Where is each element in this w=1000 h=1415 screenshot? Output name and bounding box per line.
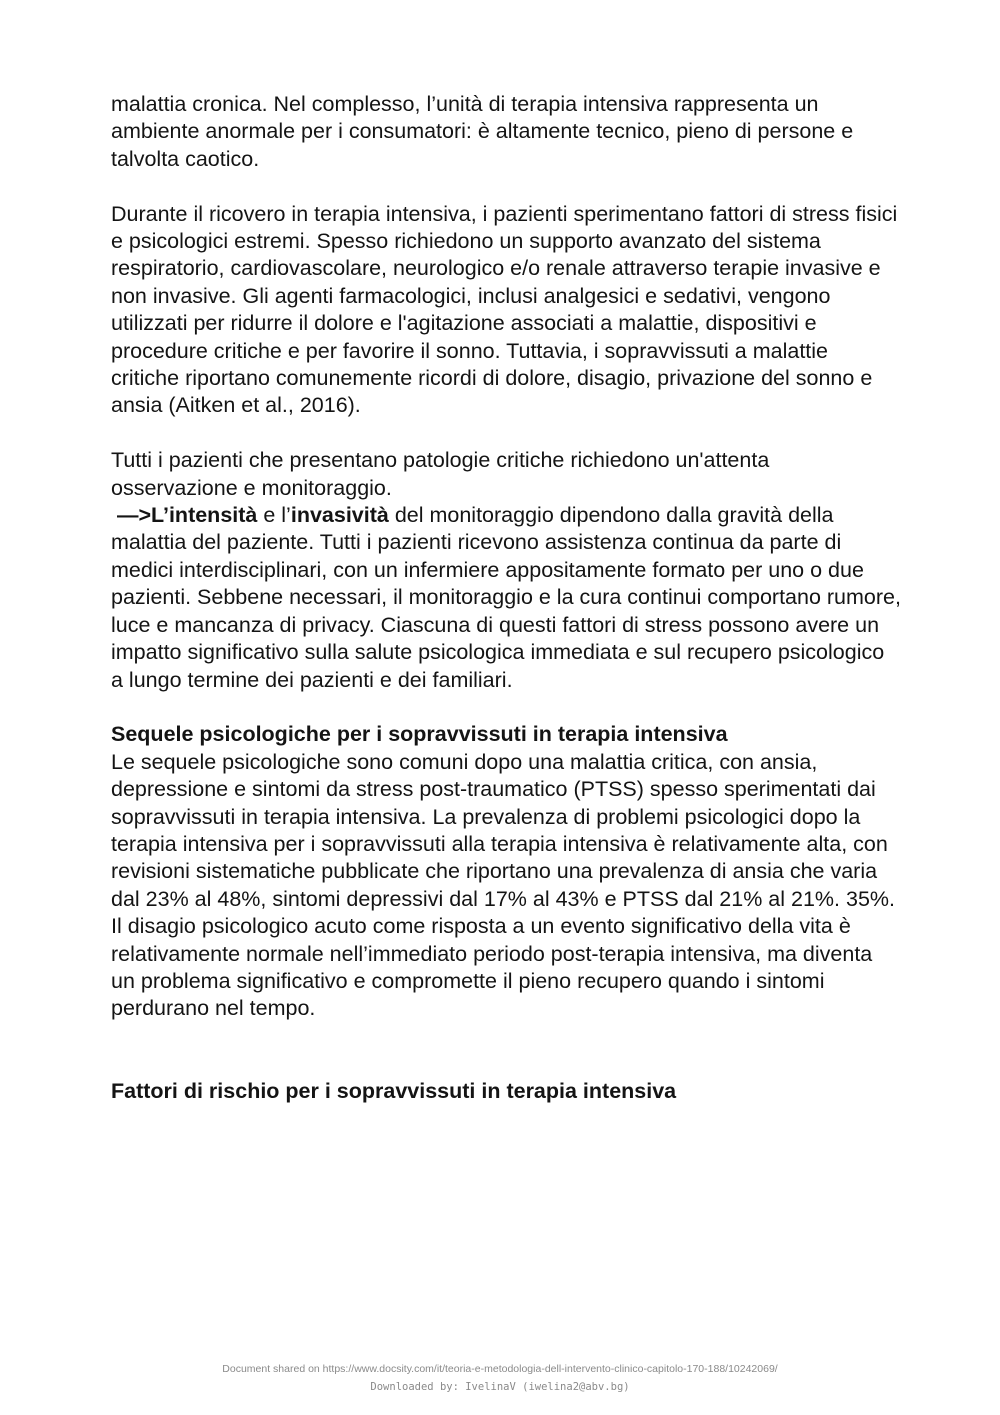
document-page: [111, 91, 901, 1105]
paragraph-icu-environment: malattia cronica. Nel complesso, l’unità di terapia intensiva rappresenta un ambiente anormale per i consumatori: è altamente tecnico, pieno di persone e talvolta caotico.: [111, 92, 854, 171]
paragraph-icu-stressors: Durante il ricovero in terapia intensiva, i pazienti sperimentano fattori di stress fisici e psicologici estremi. Spesso richiedono un supporto avanzato del sistema respiratorio, cardiovascolare, neurologico e/o renale attraverso terapie invasive e non invasive. Gli agenti farmacologici, inclusi analgesici e sedativi, vengono utilizzati per ridurre il dolore e l'agitazione associati a malattie, dispositivi e procedure critiche e per favorire il sonno. Tuttavia, i sopravvissuti a malattie critiche riportano comunemente ricordi di dolore, disagio, privazione del sonno e ansia (Aitken et al., 2016).: [111, 201, 898, 418]
paragraph-monitoring-intro: Tutti i pazienti che presentano patologie critiche richiedono un'attenta osservazione e monitoraggio.: [111, 448, 770, 500]
connector-text: e l’: [257, 503, 291, 528]
paragraph-psychological-sequelae: Le sequele psicologiche sono comuni dopo una malattia critica, con ansia, depressione e sintomi da stress post-traumatico (PTSS) spesso sperimentati dai sopravvissuti in terapia intensiva. La prevalenza di problemi psicologici dopo la terapia intensiva per i sopravvissuti alla terapia intensiva è relativamente alta, con revisioni sistematiche pubblicate che riportano una prevalenza di ansia che varia dal 23% al 48%, sintomi depressivi dal 17% al 43% e PTSS dal 21% al 21%. 35%. Il disagio psicologico acuto come risposta a un evento significativo della vita è relativamente normale nell’immediato periodo post-terapia intensiva, ma diventa un problema significativo e compromette il pieno recupero quando i sintomi perdurano nel tempo.: [111, 749, 895, 1021]
section-heading-psychological-sequelae: Sequele psicologiche per i sopravvissuti in terapia intensiva: [111, 722, 728, 747]
emphasis-invasiveness: invasività: [290, 503, 389, 528]
monitoring-text: del monitoraggio dipendono dalla gravità della malattia del paziente. Tutti i pazienti ricevono assistenza continua da parte di medici interdisciplinari, con un infermiere appositamente formato per uno o due pazienti. Sebbene necessari, il monitoraggio e la cura continui comportano rumore, luce e mancanza di privacy. Ciascuna di questi fattori di stress possono avere un impatto significativo sulla salute psicologica immediata e sul recupero psicologico a lungo termine dei pazienti e dei familiari.: [111, 503, 901, 692]
section-heading-risk-factors: Fattori di rischio per i sopravvissuti in terapia intensiva: [111, 1078, 677, 1103]
footer-shared-link: Document shared on https://www.docsity.com/it/teoria-e-metodologia-dell-intervento-clinico-capitolo-170-188/10242069/: [222, 1363, 778, 1375]
footer-downloaded-by: Downloaded by: IvelinaV (iwelina2@abv.bg): [370, 1381, 630, 1393]
emphasis-intensity: —>L’intensità: [116, 503, 258, 528]
paragraph-monitoring: [111, 502, 901, 694]
